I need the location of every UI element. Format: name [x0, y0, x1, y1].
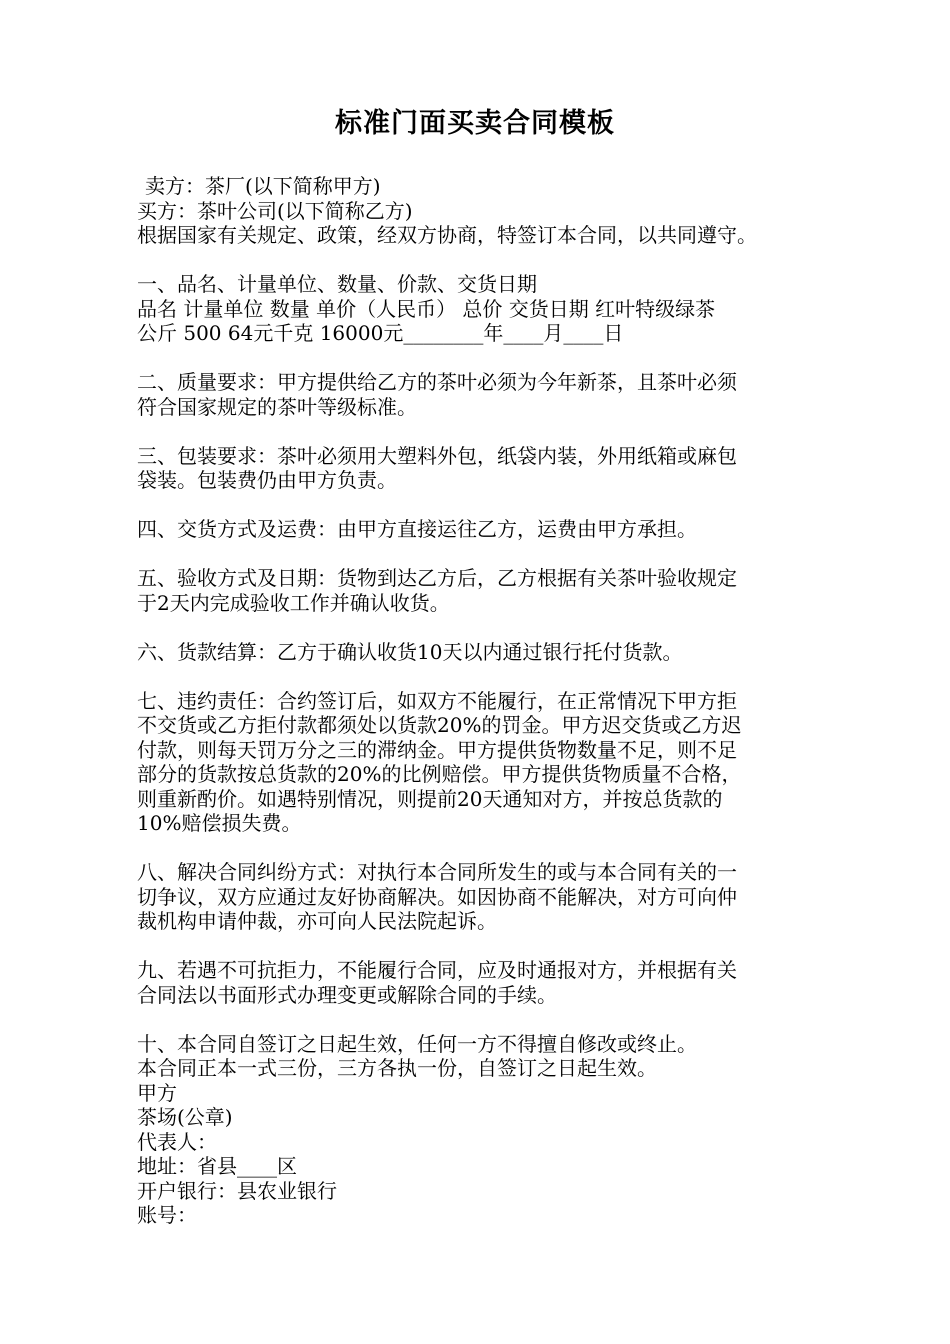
section-7-line: 则重新酌价。如遇特别情况，则提前20天通知对方，并按总货款的 [137, 786, 723, 811]
section-10-line: 本合同正本一式三份，三方各执一份，自签订之日起生效。 [137, 1056, 657, 1080]
section-7-line: 不交货或乙方拒付款都须处以货款20%的罚金。甲方迟交货或乙方迟 [137, 713, 742, 737]
section-7-line: 付款，则每天罚万分之三的滞纳金。甲方提供货物数量不足，则不足 [137, 737, 737, 762]
signature-party: 甲方 [137, 1080, 177, 1105]
paragraph-gap [137, 493, 817, 518]
section-5-line: 五、验收方式及日期：货物到达乙方后，乙方根据有关茶叶验收规定 [137, 566, 737, 590]
paragraph-gap [137, 419, 817, 444]
section-6-line: 六、货款结算：乙方于确认收货10天以内通过银行托付货款。 [137, 639, 683, 664]
paragraph-gap [137, 664, 817, 689]
section-8-line: 切争议，双方应通过友好协商解决。如因协商不能解决，对方可向仲 [137, 884, 737, 909]
section-8-line: 裁机构申请仲裁，亦可向人民法院起诉。 [137, 909, 497, 933]
section-3-line: 三、包装要求：茶叶必须用大塑料外包，纸袋内装，外用纸箱或麻包 [137, 443, 737, 468]
section-10-line: 十、本合同自签订之日起生效，任何一方不得擅自修改或终止。 [137, 1031, 697, 1056]
section-7-line: 七、违约责任：合约签订后，如双方不能履行，在正常情况下甲方拒 [137, 688, 737, 713]
section-8-line: 八、解决合同纠纷方式：对执行本合同所发生的或与本合同有关的一 [137, 860, 737, 884]
signature-account: 账号： [137, 1203, 197, 1227]
section-2-line: 二、质量要求：甲方提供给乙方的茶叶必须为今年新茶，且茶叶必须 [137, 370, 737, 394]
section-4-line: 四、交货方式及运费：由甲方直接运往乙方，运费由甲方承担。 [137, 517, 697, 541]
paragraph-gap [137, 836, 817, 861]
section-1-table-header: 品名 计量单位 数量 单价（人民币） 总价 交货日期 红叶特级绿茶 [137, 296, 716, 321]
section-2-line: 符合国家规定的茶叶等级标准。 [137, 394, 417, 419]
section-7-line: 10%赔偿损失费。 [137, 811, 302, 835]
section-7-line: 部分的货款按总货款的20%的比例赔偿。甲方提供货物质量不合格， [137, 762, 742, 786]
buyer-line: 买方：茶叶公司(以下简称乙方) [137, 198, 413, 223]
signature-representative: 代表人： [137, 1129, 217, 1154]
paragraph-gap [137, 248, 817, 273]
section-9-line: 九、若遇不可抗拒力，不能履行合同，应及时通报对方，并根据有关 [137, 958, 737, 982]
paragraph-gap [137, 346, 817, 371]
signature-bank: 开户银行：县农业银行 [137, 1178, 337, 1203]
section-1-table-values: 公斤 500 64元千克 16000元________年____月____日 [137, 321, 624, 345]
section-1-heading: 一、品名、计量单位、数量、价款、交货日期 [137, 272, 537, 296]
signature-company: 茶场(公章) [137, 1105, 233, 1129]
paragraph-gap [137, 934, 817, 959]
paragraph-gap [137, 1007, 817, 1032]
signature-address: 地址：省县____区 [137, 1154, 297, 1178]
paragraph-gap [137, 542, 817, 567]
preamble-line: 根据国家有关规定、政策，经双方协商，特签订本合同，以共同遵守。 [137, 223, 757, 247]
paragraph-gap [137, 615, 817, 640]
contract-body [137, 174, 817, 1228]
document-title: 标准门面买卖合同模板 [335, 108, 615, 139]
section-5-line: 于2天内完成验收工作并确认收货。 [137, 590, 450, 615]
section-3-line: 袋装。包装费仍由甲方负责。 [137, 468, 397, 492]
section-9-line: 合同法以书面形式办理变更或解除合同的手续。 [137, 982, 557, 1007]
seller-line: 卖方：茶厂(以下简称甲方) [145, 174, 381, 198]
